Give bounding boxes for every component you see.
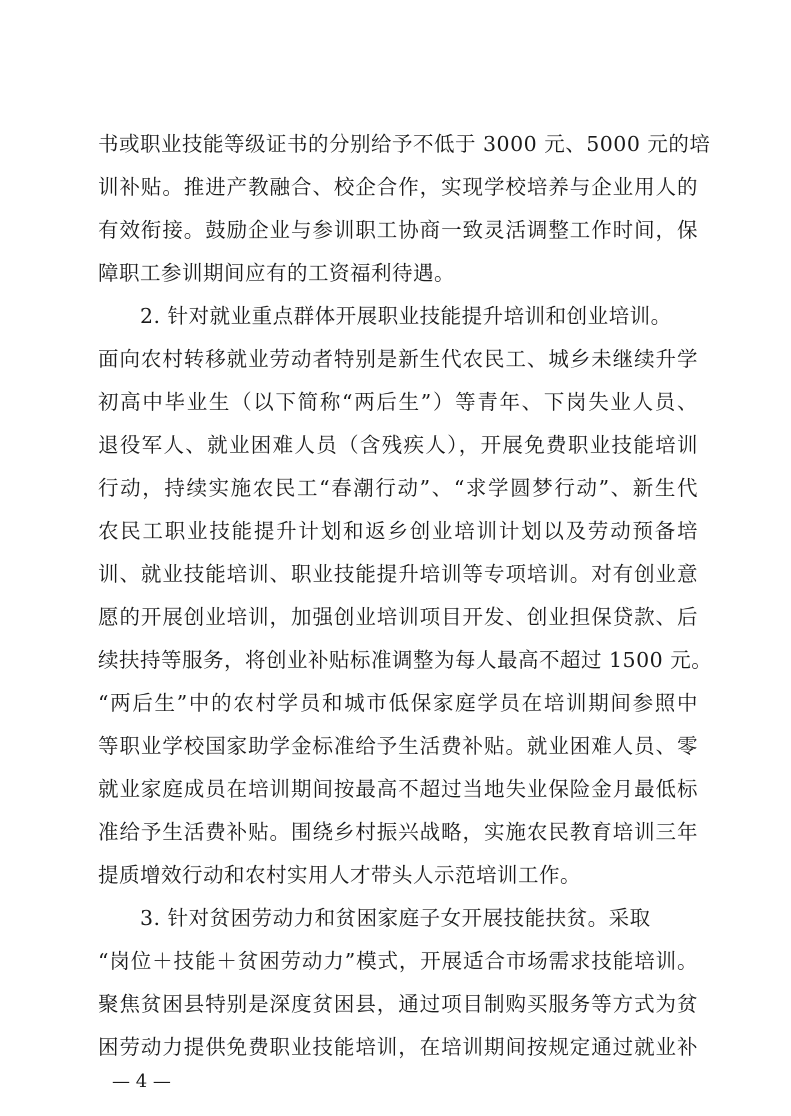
text-line: “两后生”中的农村学员和城市低保家庭学员在培训期间参照中 — [98, 691, 698, 715]
text-line: 农民工职业技能提升计划和返乡创业培训计划以及劳动预备培 — [98, 519, 698, 543]
text-line: 就业家庭成员在培训期间按最高不超过当地失业保险金月最低标 — [98, 777, 698, 801]
text-line: 行动，持续实施农民工“春潮行动”、“求学圆梦行动”、新生代 — [98, 476, 698, 500]
text-line: 2. 针对就业重点群体开展职业技能提升培训和创业培训。 — [140, 304, 672, 328]
text-line: 等职业学校国家助学金标准给予生活费补贴。就业困难人员、零 — [98, 734, 698, 758]
text-line: 训补贴。推进产教融合、校企合作，实现学校培养与企业用人的 — [98, 175, 698, 199]
text-line: 提质增效行动和农村实用人才带头人示范培训工作。 — [98, 863, 581, 887]
text-line: 面向农村转移就业劳动者特别是新生代农民工、城乡未继续升学 — [98, 347, 698, 371]
page-number: — 4 — — [112, 1071, 171, 1092]
text-line: “岗位＋技能＋贫困劳动力”模式，开展适合市场需求技能培训。 — [98, 949, 698, 973]
text-line: 有效衔接。鼓励企业与参训职工协商一致灵活调整工作时间，保 — [98, 218, 698, 242]
text-line: 障职工参训期间应有的工资福利待遇。 — [98, 261, 455, 285]
text-line: 退役军人、就业困难人员（含残疾人），开展免费职业技能培训 — [98, 433, 698, 457]
text-line: 训、就业技能培训、职业技能提升培训等专项培训。对有创业意 — [98, 562, 698, 586]
text-line: 困劳动力提供免费职业技能培训，在培训期间按规定通过就业补 — [98, 1035, 698, 1059]
text-line: 3. 针对贫困劳动力和贫困家庭子女开展技能扶贫。采取 — [140, 906, 651, 930]
text-line: 愿的开展创业培训，加强创业培训项目开发、创业担保贷款、后 — [98, 605, 698, 629]
text-line: 续扶持等服务，将创业补贴标准调整为每人最高不超过 1500 元。 — [98, 648, 713, 672]
text-line: 书或职业技能等级证书的分别给予不低于 3000 元、5000 元的培 — [98, 132, 711, 156]
text-line: 准给予生活费补贴。围绕乡村振兴战略，实施农民教育培训三年 — [98, 820, 698, 844]
text-line: 初高中毕业生（以下简称“两后生”）等青年、下岗失业人员、 — [98, 390, 698, 414]
text-line: 聚焦贫困县特别是深度贫困县，通过项目制购买服务等方式为贫 — [98, 992, 698, 1016]
